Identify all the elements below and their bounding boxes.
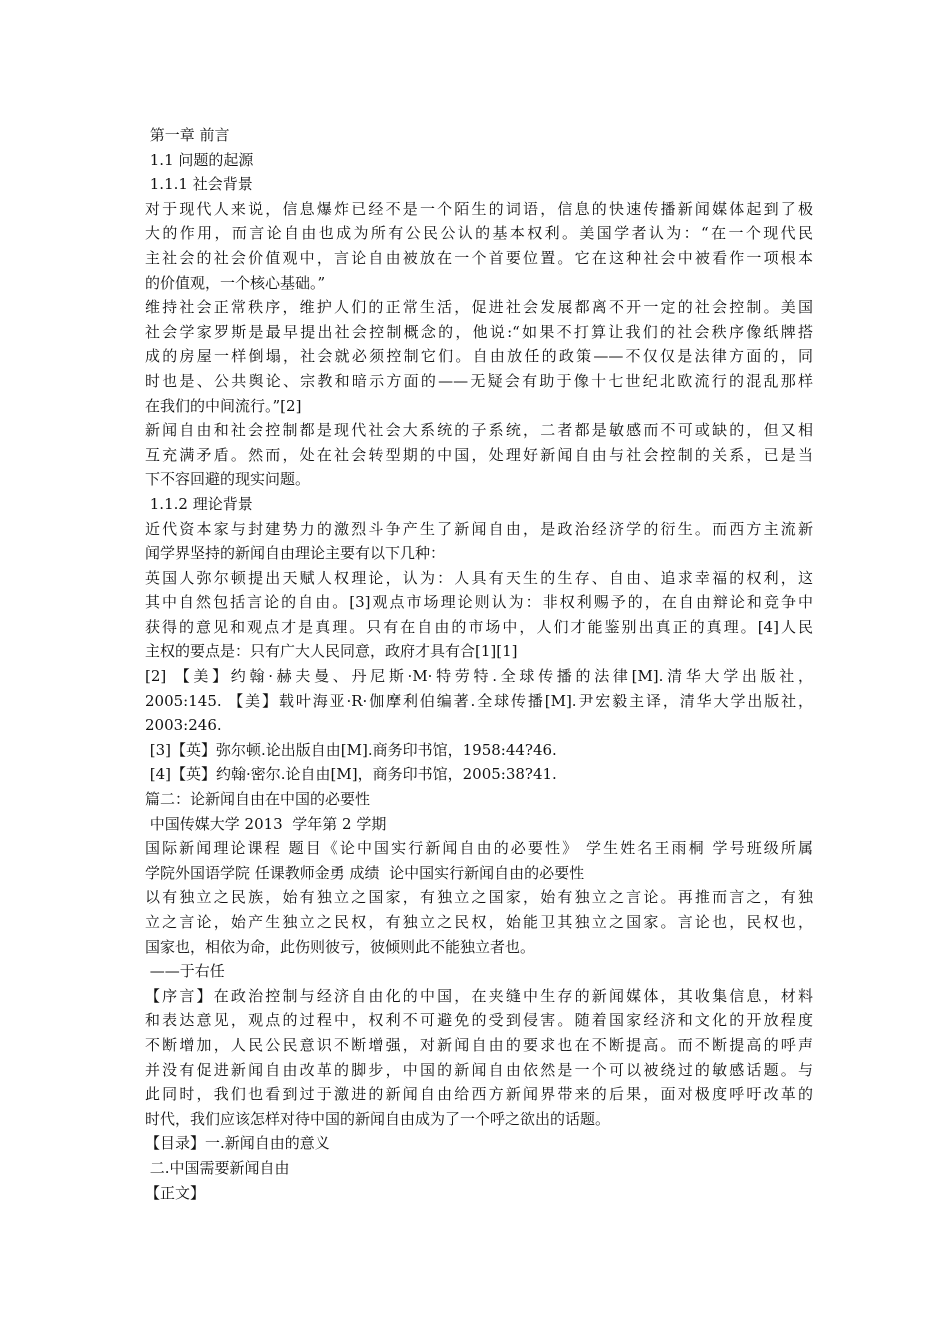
text-line: 2005:145. 【美】载叶海亚·R·伽摩利伯编著.全球传播[M].尹宏毅主译，清华大学出版社，	[145, 691, 813, 710]
text-line: [3]【英】弥尔顿.论出版自由[M].商务印书馆，1958:44?46.	[145, 740, 557, 759]
text-line: 和表达意见，观点的过程中，权利不可避免的受到侵害。随着国家经济和文化的开放程度	[145, 1011, 813, 1030]
text-line: 学院外国语学院 任课教师金勇 成绩 论中国实行新闻自由的必要性	[145, 863, 585, 882]
text-line: 时代，我们应该怎样对待中国的新闻自由成为了一个呼之欲出的话题。	[145, 1109, 611, 1128]
text-line: [4]【英】约翰·密尔.论自由[M]，商务印书馆，2005:38?41.	[145, 765, 557, 784]
text-line: 新闻自由和社会控制都是现代社会大系统的子系统，二者都是敏感而不可或缺的，但又相	[145, 421, 813, 440]
text-line: 的价值观，一个核心基础。”	[145, 273, 326, 292]
text-line: 时也是、公共舆论、宗教和暗示方面的——无疑会有助于像十七世纪北欧流行的混乱那样	[145, 371, 813, 390]
text-line: 1.1.2 理论背景	[145, 494, 253, 513]
text-line: 维持社会正常秩序，维护人们的正常生活，促进社会发展都离不开一定的社会控制。美国	[145, 298, 813, 317]
text-line: 1.1 问题的起源	[145, 150, 254, 169]
text-line: 国家也，相依为命，此伤则彼亏，彼倾则此不能独立者也。	[145, 937, 536, 956]
text-line: 【正文】	[145, 1183, 206, 1202]
text-line: 下不容回避的现实问题。	[145, 470, 311, 489]
text-line: 以有独立之民族，始有独立之国家，有独立之国家，始有独立之言论。再推而言之，有独	[145, 888, 813, 907]
text-line: 其中自然包括言论的自由。[3]观点市场理论则认为：非权利赐予的，在自由辩论和竞争中	[145, 593, 813, 612]
text-line: 互充满矛盾。然而，处在社会转型期的中国，处理好新闻自由与社会控制的关系，已是当	[145, 445, 813, 464]
text-line: 主社会的社会价值观中，言论自由被放在一个首要位置。它在这种社会中被看作一项根本	[145, 248, 813, 267]
text-line: 在我们的中间流行。”[2]	[145, 396, 302, 415]
text-line: 近代资本家与封建势力的激烈斗争产生了新闻自由，是政治经济学的衍生。而西方主流新	[145, 519, 813, 538]
text-line: 主权的要点是：只有广大人民同意，政府才具有合[1][1]	[145, 642, 518, 661]
text-line: 二.中国需要新闻自由	[145, 1158, 290, 1177]
text-line: 对于现代人来说，信息爆炸已经不是一个陌生的词语，信息的快速传播新闻媒体起到了极	[145, 199, 813, 218]
document-page	[145, 123, 813, 1205]
text-line: 【目录】一.新闻自由的意义	[145, 1134, 330, 1153]
text-line: 英国人弥尔顿提出天赋人权理论，认为：人具有天生的生存、自由、追求幸福的权利，这	[145, 568, 813, 587]
text-line: ——于右任	[145, 962, 225, 981]
text-line: 社会学家罗斯是最早提出社会控制概念的，他说:“如果不打算让我们的社会秩序像纸牌搭	[145, 322, 813, 341]
text-line: 篇二：论新闻自由在中国的必要性	[145, 790, 371, 809]
text-line: 立之言论，始产生独立之民权，有独立之民权，始能卫其独立之国家。言论也，民权也，	[145, 913, 813, 931]
text-line: 【序言】在政治控制与经济自由化的中国，在夹缝中生存的新闻媒体，其收集信息，材料	[145, 986, 813, 1005]
text-line: 1.1.1 社会背景	[145, 175, 253, 194]
text-line: 2003:246.	[145, 716, 222, 735]
text-line: 中国传媒大学 2013 学年第 2 学期	[145, 814, 387, 833]
text-line: 此同时，我们也看到过于激进的新闻自由给西方新闻界带来的后果，面对极度呼吁改革的	[145, 1085, 813, 1104]
text-line: 获得的意见和观点才是真理。只有在自由的市场中，人们才能鉴别出真正的真理。[4]人民	[145, 617, 813, 636]
text-line: 第一章 前言	[145, 126, 230, 144]
text-line: 并没有促进新闻自由改革的脚步，中国的新闻自由依然是一个可以被绕过的敏感话题。与	[145, 1060, 813, 1079]
text-line: 大的作用，而言论自由也成为所有公民公认的基本权利。美国学者认为：“在一个现代民	[145, 224, 813, 243]
text-line: [2] 【美】约翰·赫夫曼、丹尼斯·M·特劳特.全球传播的法律[M].清华大学出版社，	[145, 667, 813, 686]
text-line: 不断增加，人民公民意识不断增强，对新闻自由的要求也在不断提高。而不断提高的呼声	[145, 1035, 813, 1054]
text-line: 国际新闻理论课程 题目《论中国实行新闻自由的必要性》 学生姓名王雨桐 学号班级所属	[145, 839, 813, 858]
text-line: 闻学界坚持的新闻自由理论主要有以下几种：	[145, 544, 446, 563]
text-line: 成的房屋一样倒塌，社会就必须控制它们。自由放任的政策——不仅仅是法律方面的，同	[145, 347, 813, 366]
